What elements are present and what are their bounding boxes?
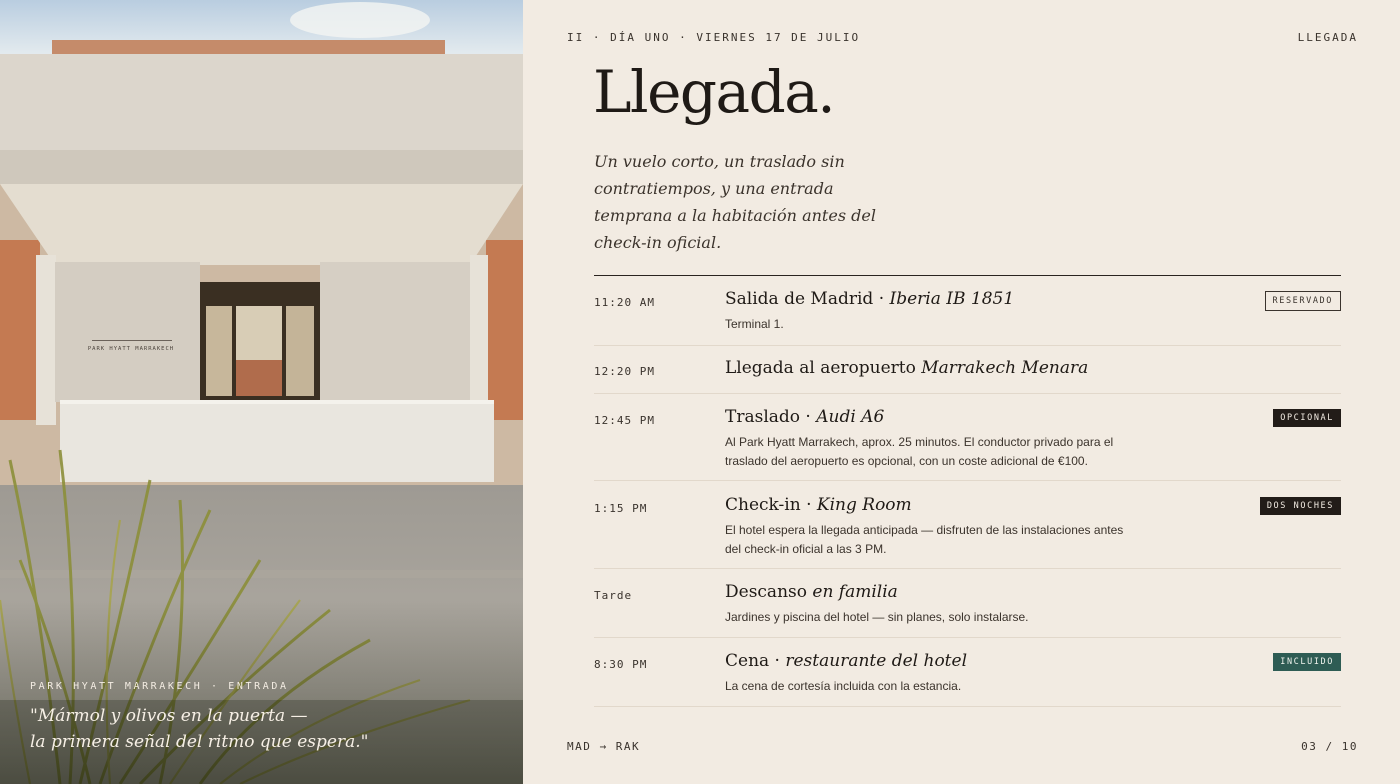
- page-intro: Un vuelo corto, un traslado sin contratiempos, y una entrada temprana a la habitación antes del check-in oficial.: [594, 152, 876, 252]
- photo-caption-quote: [30, 703, 500, 755]
- schedule-title-text: Traslado ·: [725, 407, 817, 427]
- schedule-title-emphasis: Iberia IB 1851: [889, 289, 1015, 309]
- schedule-list: [594, 276, 1341, 707]
- status-badge: OPCIONAL: [1273, 409, 1341, 427]
- schedule-title-text: Salida de Madrid ·: [725, 289, 890, 309]
- schedule-title-text: Cena ·: [725, 651, 786, 671]
- schedule-time: 8:30 PM: [594, 658, 648, 671]
- schedule-description: Al Park Hyatt Marrakech, aprox. 25 minutos. El conductor privado para el traslado del aeropuerto es opcional, con un coste adicional de €100.: [725, 435, 1114, 468]
- schedule-title-text: Check-in ·: [725, 495, 817, 515]
- schedule-time: Tarde: [594, 589, 633, 602]
- schedule-title: [725, 495, 912, 515]
- schedule-title: [725, 651, 967, 671]
- route-label: MAD → RAK: [567, 740, 641, 753]
- schedule-description: Jardines y piscina del hotel — sin planes, solo instalarse.: [725, 610, 1029, 624]
- schedule-title: [725, 358, 1088, 378]
- schedule-row: [594, 276, 1341, 346]
- schedule-title-emphasis: Marrakech Menara: [921, 358, 1089, 378]
- schedule-time: 12:45 PM: [594, 414, 655, 427]
- schedule-title-emphasis: restaurante del hotel: [785, 651, 968, 671]
- schedule-title-emphasis: en familia: [812, 582, 898, 602]
- page-section-name: LLEGADA: [1297, 31, 1358, 44]
- schedule-time: 12:20 PM: [594, 365, 655, 378]
- photo-caption-kicker: PARK HYATT MARRAKECH · ENTRADA: [30, 681, 289, 692]
- photo-quote-line-2: la primera señal del ritmo que espera.": [30, 732, 369, 752]
- schedule-row: [594, 346, 1341, 394]
- schedule-title-text: Descanso: [725, 582, 813, 602]
- schedule-title-emphasis: King Room: [816, 495, 912, 515]
- hotel-entrance-illustration: [0, 0, 523, 784]
- hotel-sign-text: PARK HYATT MARRAKECH: [87, 346, 175, 352]
- schedule-title-text: Llegada al aeropuerto: [725, 358, 922, 378]
- section-label: II · DÍA UNO · VIERNES 17 DE JULIO: [567, 31, 861, 44]
- page-title: Llegada.: [593, 58, 835, 126]
- schedule-description: Terminal 1.: [725, 317, 784, 331]
- status-badge: INCLUIDO: [1273, 653, 1341, 671]
- schedule-title: [725, 407, 884, 427]
- schedule-time: 1:15 PM: [594, 502, 648, 515]
- status-badge: RESERVADO: [1265, 291, 1341, 311]
- schedule-title-emphasis: Audi A6: [816, 407, 885, 427]
- schedule-time: 11:20 AM: [594, 296, 655, 309]
- hotel-entrance-photo: [0, 0, 523, 784]
- photo-quote-line-1: "Mármol y olivos en la puerta —: [30, 706, 308, 726]
- schedule-row: [594, 638, 1341, 707]
- schedule-row: [594, 481, 1341, 569]
- schedule-row: [594, 394, 1341, 481]
- schedule-description: El hotel espera la llegada anticipada — disfruten de las instalaciones antes del check-in oficial a las 3 PM.: [725, 523, 1124, 556]
- page-number: 03 / 10: [1301, 740, 1358, 753]
- schedule-title: [725, 582, 898, 602]
- status-badge: DOS NOCHES: [1260, 497, 1341, 515]
- schedule-description: La cena de cortesía incluida con la estancia.: [725, 679, 962, 693]
- schedule-title: [725, 289, 1014, 309]
- schedule-row: [594, 569, 1341, 638]
